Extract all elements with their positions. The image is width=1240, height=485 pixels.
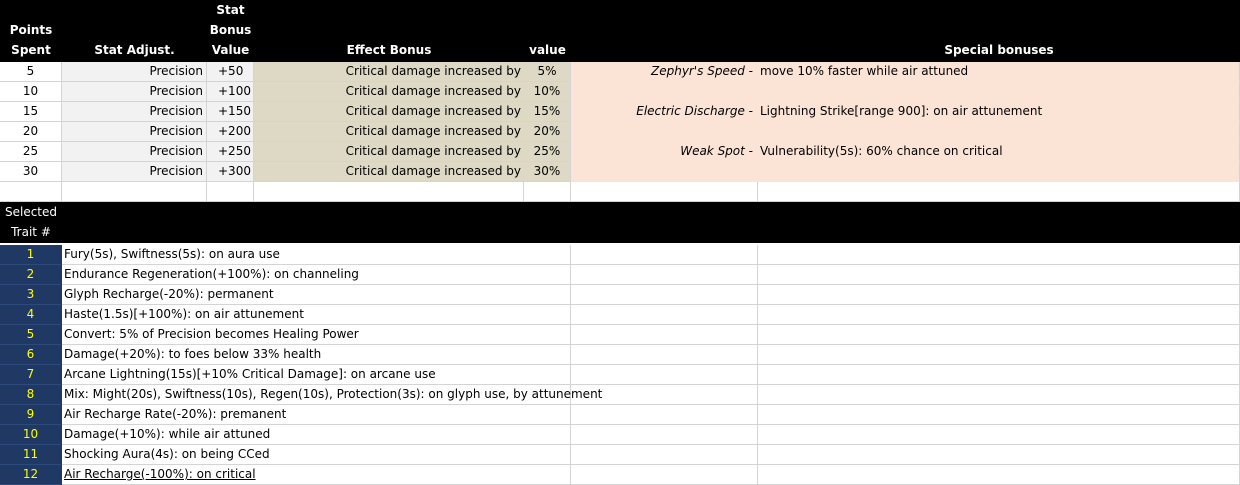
trait-text-cell[interactable]: Shocking Aura(4s): on being CCed	[62, 445, 524, 465]
empty-cell[interactable]	[524, 465, 571, 485]
empty-cell[interactable]	[524, 405, 571, 425]
header-special-bonuses: Special bonuses	[944, 43, 1054, 57]
empty-cell[interactable]	[524, 305, 571, 325]
header-effect-value: value	[529, 43, 566, 57]
special-desc-cell[interactable]: move 10% faster while air attuned	[758, 62, 1240, 82]
empty-cell[interactable]	[524, 365, 571, 385]
trait-number-cell[interactable]: 8	[0, 385, 62, 405]
effect-value-cell[interactable]: 10%	[524, 82, 571, 102]
effect-bonus-cell[interactable]: Critical damage increased by	[254, 62, 524, 82]
empty-cell[interactable]	[524, 245, 571, 265]
stat-bonus-cell[interactable]: +150	[207, 102, 254, 122]
empty-cell[interactable]	[524, 285, 571, 305]
special-name-cell[interactable]	[571, 82, 758, 102]
special-name-cell[interactable]	[571, 162, 758, 182]
empty-cell[interactable]	[571, 182, 758, 202]
trait-text-cell[interactable]: Arcane Lightning(15s)[+10% Critical Damage]: on arcane use	[62, 365, 524, 385]
empty-cell[interactable]	[62, 182, 207, 202]
trait-text-cell[interactable]: Endurance Regeneration(+100%): on channeling	[62, 265, 524, 285]
header-points: Points	[9, 23, 53, 37]
header-bonus: Bonus	[209, 23, 252, 37]
stat-bonus-cell[interactable]: +100	[207, 82, 254, 102]
special-desc-cell[interactable]	[758, 122, 1240, 142]
trait-number-cell[interactable]: 11	[0, 445, 62, 465]
header-stat: Stat	[216, 3, 245, 17]
effect-bonus-cell[interactable]: Critical damage increased by	[254, 82, 524, 102]
effect-bonus-cell[interactable]: Critical damage increased by	[254, 102, 524, 122]
empty-cell[interactable]	[524, 345, 571, 365]
empty-cell[interactable]	[524, 325, 571, 345]
special-name-cell[interactable]: Zephyr's Speed -	[571, 62, 758, 82]
empty-cell[interactable]	[758, 265, 1240, 285]
stat-bonus-cell[interactable]: +200	[207, 122, 254, 142]
stat-adjust-cell[interactable]: Precision	[62, 142, 207, 162]
points-cell[interactable]: 25	[0, 142, 62, 162]
special-name-cell[interactable]: Electric Discharge -	[571, 102, 758, 122]
empty-cell[interactable]	[254, 182, 524, 202]
effect-value-cell[interactable]: 15%	[524, 102, 571, 122]
empty-cell[interactable]	[758, 245, 1240, 265]
trait-number-cell[interactable]: 1	[0, 245, 62, 265]
empty-cell[interactable]	[207, 182, 254, 202]
empty-cell[interactable]	[758, 445, 1240, 465]
trait-text-cell[interactable]: Glyph Recharge(-20%): permanent	[62, 285, 524, 305]
empty-cell[interactable]	[571, 245, 758, 265]
stat-bonus-cell[interactable]: +300	[207, 162, 254, 182]
empty-cell[interactable]	[571, 285, 758, 305]
special-name-cell[interactable]: Weak Spot -	[571, 142, 758, 162]
empty-cell[interactable]	[758, 365, 1240, 385]
empty-cell[interactable]	[0, 182, 62, 202]
empty-cell[interactable]	[571, 265, 758, 285]
special-desc-cell[interactable]: Vulnerability(5s): 60% chance on critical	[758, 142, 1240, 162]
effect-bonus-cell[interactable]: Critical damage increased by	[254, 142, 524, 162]
special-desc-cell[interactable]	[758, 82, 1240, 102]
trait-text-cell[interactable]: Haste(1.5s)[+100%): on air attunement	[62, 305, 524, 325]
points-cell[interactable]: 20	[0, 122, 62, 142]
points-cell[interactable]: 30	[0, 162, 62, 182]
trait-number-cell[interactable]: 9	[0, 405, 62, 425]
points-cell[interactable]: 10	[0, 82, 62, 102]
trait-number-cell[interactable]: 3	[0, 285, 62, 305]
trait-number-cell[interactable]: 4	[0, 305, 62, 325]
effect-bonus-cell[interactable]: Critical damage increased by	[254, 162, 524, 182]
stat-adjust-cell[interactable]: Precision	[62, 102, 207, 122]
empty-cell[interactable]	[571, 425, 758, 445]
empty-cell[interactable]	[758, 385, 1240, 405]
empty-cell[interactable]	[571, 445, 758, 465]
traits-header-bar	[0, 202, 1240, 243]
trait-text-cell[interactable]: Convert: 5% of Precision becomes Healing Power	[62, 325, 524, 345]
special-desc-cell[interactable]	[758, 162, 1240, 182]
empty-cell[interactable]	[524, 425, 571, 445]
empty-cell[interactable]	[758, 405, 1240, 425]
points-cell[interactable]: 15	[0, 102, 62, 122]
empty-cell[interactable]	[571, 365, 758, 385]
empty-cell[interactable]	[524, 182, 571, 202]
effect-value-cell[interactable]: 30%	[524, 162, 571, 182]
trait-text-cell[interactable]: Damage(+20%): to foes below 33% health	[62, 345, 524, 365]
header-spent: Spent	[11, 43, 51, 57]
trait-text-cell[interactable]: Fury(5s), Swiftness(5s): on aura use	[62, 245, 524, 265]
trait-number-cell[interactable]: 12	[0, 465, 62, 485]
stat-bonus-cell[interactable]: +250	[207, 142, 254, 162]
trait-text-cell[interactable]: Damage(+10%): while air attuned	[62, 425, 524, 445]
stat-adjust-cell[interactable]: Precision	[62, 122, 207, 142]
empty-cell[interactable]	[571, 305, 758, 325]
empty-cell[interactable]	[524, 265, 571, 285]
stat-bonus-cell[interactable]: +50	[207, 62, 254, 82]
empty-cell[interactable]	[758, 345, 1240, 365]
trait-number-cell[interactable]: 6	[0, 345, 62, 365]
effect-value-cell[interactable]: 5%	[524, 62, 571, 82]
trait-text-cell[interactable]: Mix: Might(20s), Swiftness(10s), Regen(10s), Protection(3s): on glyph use, by attunement	[62, 385, 524, 405]
empty-cell[interactable]	[571, 465, 758, 485]
trait-number-cell[interactable]: 7	[0, 365, 62, 385]
trait-number-cell[interactable]: 10	[0, 425, 62, 445]
special-name-cell[interactable]	[571, 122, 758, 142]
effect-value-cell[interactable]: 25%	[524, 142, 571, 162]
traits-header-selected: Selected	[4, 205, 58, 219]
trait-number-cell[interactable]: 2	[0, 265, 62, 285]
trait-text-cell[interactable]: Air Recharge Rate(-20%): premanent	[62, 405, 524, 425]
header-stat-adjust: Stat Adjust.	[94, 43, 175, 57]
empty-cell[interactable]	[758, 465, 1240, 485]
stat-adjust-cell[interactable]: Precision	[62, 162, 207, 182]
effect-bonus-cell[interactable]: Critical damage increased by	[254, 122, 524, 142]
header-value: Value	[211, 43, 250, 57]
empty-cell[interactable]	[758, 305, 1240, 325]
empty-cell[interactable]	[758, 425, 1240, 445]
effect-value-cell[interactable]: 20%	[524, 122, 571, 142]
empty-cell[interactable]	[571, 325, 758, 345]
traits-header-trait-num: Trait #	[11, 225, 51, 239]
trait-number-cell[interactable]: 5	[0, 325, 62, 345]
empty-cell[interactable]	[571, 345, 758, 365]
points-cell[interactable]: 5	[0, 62, 62, 82]
empty-cell[interactable]	[524, 445, 571, 465]
stat-adjust-cell[interactable]: Precision	[62, 82, 207, 102]
empty-cell[interactable]	[758, 182, 1240, 202]
empty-cell[interactable]	[571, 405, 758, 425]
special-desc-cell[interactable]: Lightning Strike[range 900]: on air attunement	[758, 102, 1240, 122]
header-effect-bonus: Effect Bonus	[346, 43, 432, 57]
stat-adjust-cell[interactable]: Precision	[62, 62, 207, 82]
empty-cell[interactable]	[758, 325, 1240, 345]
empty-cell[interactable]	[758, 285, 1240, 305]
trait-text-cell[interactable]: Air Recharge(-100%): on critical	[62, 465, 524, 485]
